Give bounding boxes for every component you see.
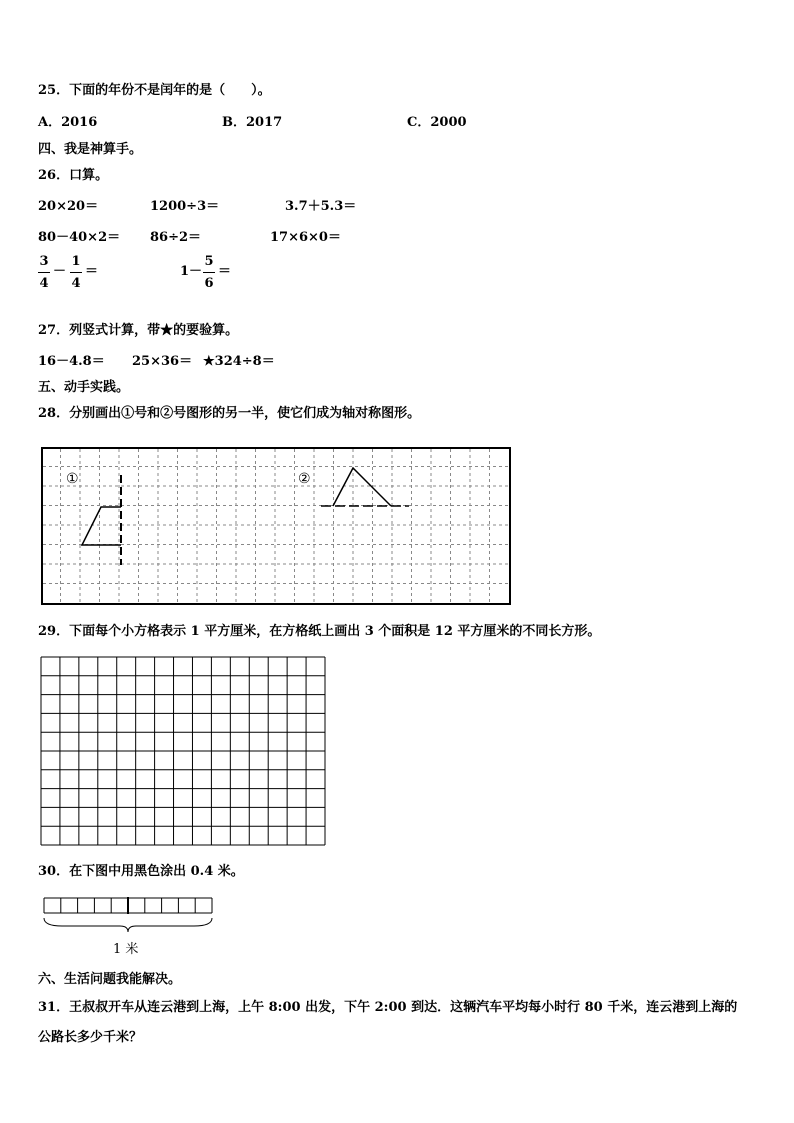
q26-item: 1200÷3＝ xyxy=(150,199,220,214)
equals-sign: ＝ xyxy=(85,264,99,279)
q31-line-2: 公路长多少千米？ xyxy=(38,1030,143,1045)
symmetry-grid xyxy=(41,447,511,605)
q25-stem: 25．下面的年份不是闰年的是（ ）。 xyxy=(38,83,271,98)
minus-sign: － xyxy=(53,264,67,279)
q27-item: 25×36＝ xyxy=(132,354,193,369)
q29-stem: 29．下面每个小方格表示 1 平方厘米，在方格纸上画出 3 个面积是 12 平方厘米的不同长方形。 xyxy=(38,624,601,639)
square-grid-paper xyxy=(40,656,326,846)
q26-stem: 26．口算。 xyxy=(38,168,109,183)
fraction-denominator: 4 xyxy=(71,276,81,291)
fraction-denominator: 6 xyxy=(204,276,214,291)
section-5-heading: 五、动手实践。 xyxy=(38,380,130,395)
q26-item: 20×20＝ xyxy=(38,199,99,214)
fraction-bar xyxy=(203,272,215,273)
q28-stem: 28．分别画出①号和②号图形的另一半，使它们成为轴对称图形。 xyxy=(38,406,421,421)
q25-option-a: A．2016 xyxy=(38,115,98,130)
fraction-numerator: 1 xyxy=(71,254,81,269)
q30-stem: 30．在下图中用黑色涂出 0.4 米。 xyxy=(38,864,244,879)
fraction-denominator: 4 xyxy=(39,276,49,291)
ruler-brace xyxy=(44,918,212,932)
fraction-bar xyxy=(38,272,50,273)
q26-item: 3.7＋5.3＝ xyxy=(285,199,357,214)
equals-sign: ＝ xyxy=(218,264,232,279)
q26-item: 17×6×0＝ xyxy=(270,230,341,245)
meter-ruler xyxy=(42,896,217,936)
q26-item: 80－40×2＝ xyxy=(38,230,121,245)
fraction-bar xyxy=(70,272,82,273)
figure-1-label: ① xyxy=(66,471,79,487)
fraction-numerator: 3 xyxy=(39,254,49,269)
ruler-label: 1 米 xyxy=(113,942,139,957)
section-4-heading: 四、我是神算手。 xyxy=(38,142,143,157)
q25-option-b: B．2017 xyxy=(222,115,283,130)
half-triangle-shape xyxy=(333,468,391,506)
q31-line-1: 31．王叔叔开车从连云港到上海，上午 8:00 出发，下午 2:00 到达．这辆汽车平均每小时行 80 千米，连云港到上海的 xyxy=(38,1000,738,1015)
q25-option-c: C．2000 xyxy=(407,115,467,130)
q27-item: ★324÷8＝ xyxy=(203,354,275,369)
q27-stem: 27．列竖式计算，带★的要验算。 xyxy=(38,323,239,338)
whole-minus: 1－ xyxy=(180,264,203,279)
half-trapezoid-shape xyxy=(82,507,121,545)
figure-2-label: ② xyxy=(298,471,311,487)
q26-item: 86÷2＝ xyxy=(150,230,202,245)
section-6-heading: 六、生活问题我能解决。 xyxy=(38,972,182,987)
fraction-numerator: 5 xyxy=(204,254,214,269)
q27-item: 16－4.8＝ xyxy=(38,354,105,369)
